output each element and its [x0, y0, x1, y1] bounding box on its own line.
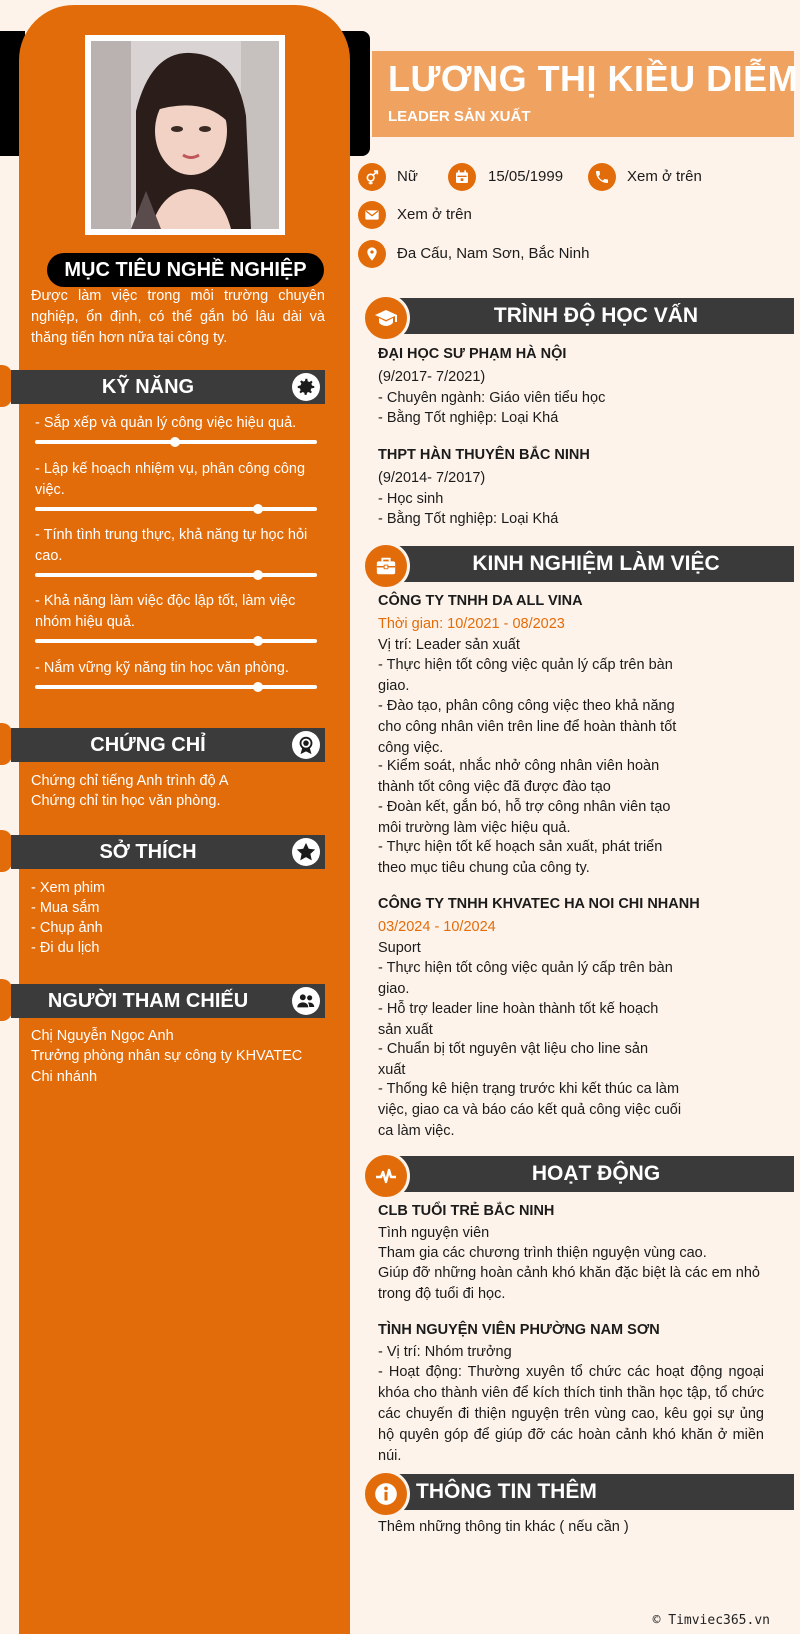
- experience-title: KINH NGHIỆM LÀM VIỆC: [472, 552, 720, 575]
- address-value: Đa Cấu, Nam Sơn, Bắc Ninh: [397, 245, 590, 262]
- references-header: [11, 984, 325, 1018]
- skill-item: - Nắm vững kỹ năng tin học văn phòng.: [35, 660, 289, 676]
- work-detail: - Đào tạo, phân công công việc theo khả năng cho công nhân viên trên line để hoàn thành tốt công việc.: [378, 698, 677, 756]
- skill-item: - Khả năng làm việc độc lập tốt, làm việc nhóm hiệu quả.: [35, 593, 296, 630]
- education-header: [398, 298, 794, 334]
- hobby-item: - Đi du lịch: [31, 940, 100, 956]
- work-detail: - Chuẩn bị tốt nguyên vật liệu cho line sản xuất: [378, 1041, 649, 1078]
- org-name: CLB TUỔI TRẺ BẮC NINH: [378, 1203, 555, 1219]
- work-position: Vị trí: Leader sản xuất: [378, 637, 520, 653]
- full-name: LƯƠNG THỊ KIỀU DIỄM: [388, 58, 799, 99]
- education-title: TRÌNH ĐỘ HỌC VẤN: [493, 304, 699, 327]
- school-detail: - Học sinh: [378, 491, 444, 507]
- hobby-item: - Chụp ảnh: [31, 920, 103, 936]
- location-icon: [358, 240, 386, 268]
- job-title: LEADER SẢN XUẤT: [388, 108, 531, 125]
- work-detail: - Hỗ trợ leader line hoàn thành tốt kế hoạch sản xuất: [378, 1001, 659, 1038]
- activities-header: [398, 1156, 794, 1192]
- hobbies-header: [11, 835, 325, 869]
- skill-item: - Lập kế hoạch nhiệm vụ, phân công công việc.: [35, 461, 306, 498]
- experience-header: [398, 546, 794, 582]
- briefcase-icon: [362, 542, 410, 590]
- skills-title: KỸ NĂNG: [101, 376, 195, 398]
- org-name: TÌNH NGUYỆN VIÊN PHƯỜNG NAM SƠN: [378, 1322, 660, 1338]
- email-value: Xem ở trên: [397, 206, 472, 223]
- activities-title: HOẠT ĐỘNG: [531, 1162, 661, 1185]
- hobby-item: - Mua sắm: [31, 900, 100, 916]
- info-icon: [362, 1470, 410, 1518]
- phone-icon: [588, 163, 616, 191]
- school-name: ĐẠI HỌC SƯ PHẠM HÀ NỘI: [378, 346, 567, 362]
- sidebar: [19, 5, 350, 1634]
- more-info-title: THÔNG TIN THÊM: [416, 1480, 597, 1503]
- more-info-text: Thêm những thông tin khác ( nếu cần ): [378, 1519, 629, 1535]
- footer-credit: © Timviec365.vn: [652, 1613, 770, 1628]
- work-period: 03/2024 - 10/2024: [378, 919, 496, 935]
- school-detail: - Bằng Tốt nghiệp: Loại Khá: [378, 511, 559, 527]
- activity-detail: Tình nguyện viên: [378, 1225, 490, 1241]
- work-position: Suport: [378, 940, 421, 956]
- activity-detail: Giúp đỡ những hoàn cảnh khó khăn đặc biệt là các em nhỏ trong độ tuổi đi học.: [378, 1265, 760, 1302]
- mail-icon: [358, 201, 386, 229]
- gear-icon: [292, 373, 320, 401]
- calendar-icon: [448, 163, 476, 191]
- school-name: THPT HÀN THUYÊN BẮC NINH: [378, 447, 590, 463]
- company-name: CÔNG TY TNHH DA ALL VINA: [378, 593, 583, 609]
- school-detail: - Chuyên ngành: Giáo viên tiểu học: [378, 390, 606, 406]
- work-detail: - Đoàn kết, gắn bó, hỗ trợ công nhân viên tạo môi trường làm việc hiệu quả.: [378, 799, 671, 836]
- gender-icon: [358, 163, 386, 191]
- skill-bar: [35, 685, 317, 689]
- objective-title: MỤC TIÊU NGHỀ NGHIỆP: [47, 253, 324, 287]
- award-icon: [292, 731, 320, 759]
- dob-value: 15/05/1999: [488, 168, 564, 185]
- certificates-title: CHỨNG CHỈ: [90, 734, 206, 756]
- gender-value: Nữ: [397, 168, 418, 185]
- people-icon: [292, 987, 320, 1015]
- work-detail: - Thực hiện tốt công việc quản lý cấp trên bàn giao.: [378, 657, 673, 694]
- objective-text: Được làm việc trong môi trường chuyên nghiệp, ổn định, có thể gắn bó lâu dài và thăng tiến hơn nữa tại công ty.: [31, 288, 325, 346]
- references-title: NGƯỜI THAM CHIẾU: [47, 990, 249, 1012]
- skill-bar: [35, 507, 317, 511]
- certificate-line: Chứng chỉ tin học văn phòng.: [31, 793, 221, 809]
- company-name: CÔNG TY TNHH KHVATEC HA NOI CHI NHANH: [378, 896, 700, 912]
- skill-item: - Sắp xếp và quản lý công việc hiệu quả.: [35, 415, 297, 431]
- activity-detail: Tham gia các chương trình thiện nguyện vùng cao.: [378, 1245, 707, 1261]
- skill-bar: [35, 440, 317, 444]
- skill-bar: [35, 573, 317, 577]
- more-info-header: [398, 1474, 794, 1510]
- hobbies-title: SỞ THÍCH: [99, 841, 197, 863]
- skill-bar: [35, 639, 317, 643]
- graduation-cap-icon: [362, 294, 410, 342]
- pulse-icon: [362, 1152, 410, 1200]
- certificates-header: [11, 728, 325, 762]
- skills-header: [11, 370, 325, 404]
- school-period: (9/2014- 7/2017): [378, 470, 486, 486]
- work-detail: - Thực hiện tốt kế hoạch sản xuất, phát triển theo mục tiêu chung của công ty.: [378, 839, 663, 876]
- activity-detail: - Vị trí: Nhóm trưởng: [378, 1344, 512, 1360]
- work-detail: - Thống kê hiện trạng trước khi kết thúc ca làm việc, giao ca và báo cáo kết quả công việc cuối ca làm việc.: [378, 1081, 682, 1139]
- skill-item: - Tính tình trung thực, khả năng tự học hỏi cao.: [35, 527, 308, 564]
- hobby-item: - Xem phim: [31, 880, 106, 896]
- reference-position: Trưởng phòng nhân sự công ty KHVATEC Chi nhánh: [31, 1048, 303, 1085]
- work-detail: - Thực hiện tốt công việc quản lý cấp trên bàn giao.: [378, 960, 673, 997]
- school-period: (9/2017- 7/2021): [378, 369, 486, 385]
- star-icon: [292, 838, 320, 866]
- reference-name: Chị Nguyễn Ngọc Anh: [31, 1028, 174, 1044]
- certificate-line: Chứng chỉ tiếng Anh trình độ A: [31, 773, 229, 789]
- phone-value: Xem ở trên: [627, 168, 702, 185]
- activity-detail: - Hoạt động: Thường xuyên tổ chức các hoạt động ngoại khóa cho thành viên để kích thích tinh thần học tập, tổ chức các chuyến đi thiện nguyện trên vùng cao, kêu gọi sự ủng hộ quyên góp để giúp đỡ các hoàn cảnh khó khăn ở miền núi.: [378, 1364, 764, 1464]
- avatar: [91, 41, 279, 229]
- school-detail: - Bằng Tốt nghiệp: Loại Khá: [378, 410, 559, 426]
- work-period: Thời gian: 10/2021 - 08/2023: [378, 616, 565, 632]
- work-detail: - Kiểm soát, nhắc nhở công nhân viên hoàn thành tốt công việc đã được đào tạo: [378, 758, 660, 795]
